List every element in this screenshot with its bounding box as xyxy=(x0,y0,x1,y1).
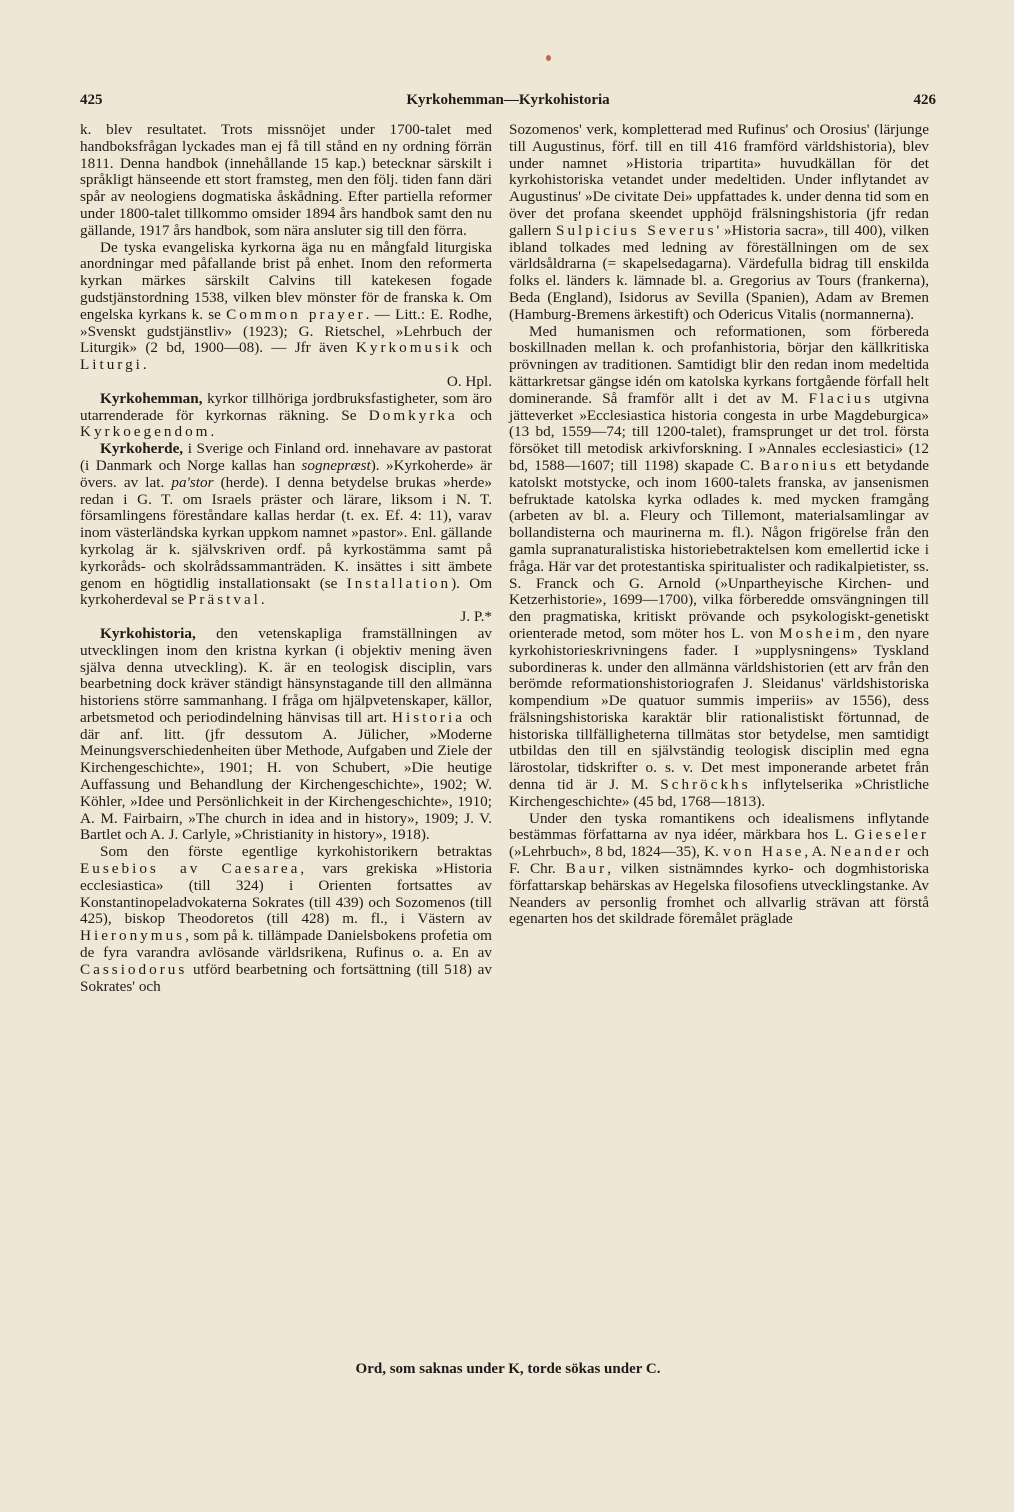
headword: Kyrkohemman, xyxy=(100,389,203,407)
paragraph: k. blev resultatet. Trots missnöjet under 1700-talet med handboksfrågan lyckades man ej få till stånd en ny ordning förrän 1811. Denna handbok (innehållande 15 kap.) betecknar särskilt i språkligt hänseende ett stort framsteg, men den följ. tiden fann däri spår av neologiens dogmatiska åskådning. Efter partiella reformer under 1800-talet tillkommo omsider 1894 års handbok samt den nu gällande, 1917 års handbok, som nära ansluter sig till den förra. xyxy=(80,121,492,239)
page-header xyxy=(80,92,936,114)
signature: O. Hpl. xyxy=(446,372,492,390)
left-column xyxy=(80,122,492,995)
entry-kyrkohemman: Kyrkohemman, kyrkor tillhöriga jordbruksfastigheter, som äro utarrenderade för kyrkornas räkning. Se Domkyrka och Kyrkoegendom. xyxy=(80,389,492,441)
paragraph: Med humanismen och reformationen, som förbereda boskillnaden mellan k. och profanhistoria, börjar den källkritiska prövningen av traditionen. Samtidigt blir den redan inom medeltida kättarkretsar gängse idén om katolska kyrkans fortgående förfall helt dominerande. Så framför allt i det av M. Flacius utgivna jätteverket »Ecclesiastica historia congesta in urbe Magdeburgica» (13 bd, 1559—74; till 1200-talet), framsprunget ur det trol. första försöket till metodisk arkivforskning. I »Annales ecclesiastici» (12 bd, 1588—1607; till 1198) skapade C. Baronius ett betydande katolskt motstycke, och inom 1600-talets franska, av jansenismen befruktade katolska kyrka odlades k. med mycken framgång (arbeten av bl. a. Fleury och Tillemont, materialsamlingar av bollandisterna och maurinerna m. fl.). Någon frigörelse från den gamla supranaturalistiska historiebetraktelsen kom emellertid icke i fråga. Här var det protestantiska spiritualister och radikalpietister, ss. S. Franck och G. Arnold (»Unpartheyische Kirchen- und Ketzerhistorie», 1699—1700), vilka förberedde omsvängningen till den pragmatiska, kritiskt prövande och psykologiskt-genetiskt orienterade metod, som möter hos L. von Mosheim, den nyare kyrkohistorieskrivningens fader. I »upplysningens» Tyskland subordineras k. under den allmänna världshistorien (ett arv från den berömde reformationshistoriografen J. Sleidanus' världshistoriska kompendium »De quatuor summis imperiis» av 1556), dess frälsningshistoriska karaktär blir rationalistiskt förtunnad, de historiska tillfälligheterna tillmätas stor betydelse, men samtidigt utbildas den till en självständig teologisk disciplin med egna lärostolar, tidskrifter o. s. v. Det mest imponerande arbetet från denna tid är J. M. Schröckhs inflytelserika »Christliche Kirchengeschichte» (45 bd, 1768—1813). xyxy=(509,322,930,810)
paragraph: Som den förste egentlige kyrkohistorikern betraktas Eusebios av Caesarea, vars grekiska »Historia ecclesiastica» (till 324) i Orienten fortsattes av Konstantinopeladvokaterna Sokrates (till 439) och Sozomenos (till 425), biskop Theodoretos (till 428) m. fl., i Västern av Hieronymus, som på k. tillämpade Danielsbokens profetia om de fyra varandra avlösande världsrikena, Rufinus o. a. En av Cassiodorus utförd bearbetning och fortsättning (till 518) av Sokrates' och xyxy=(80,843,492,995)
paragraph: Sozomenos' verk, kompletterad med Rufinus' och Orosius' (lärjunge till Augustinus, förf. till en till 416 framförd världshistoria), blev under namnet »Historia tripartita» huvudkällan för det kyrkohistoriska vetandet under medeltiden. Under inflytandet av Augustinus' »De civitate Dei» uppfattades k. under denna tid som en över det profana skeendet upphöjd frälsningshistoria (jfr redan gallern Sulpicius Severus' »Historia sacra», till 400), vilken ibland tolkades med ledning av föreställningen om de sex världsåldrarna (= skapelsedagarna). Värdefulla bidrag till enskilda folks el. länders k. lämnade bl. a. Gregorius av Tours (frankerna), Beda (England), Isidorus av Sevilla (Spanien), Adam av Bremen (Hamburg-Bremens ärkestift) och Odericus Vitalis (normannerna). xyxy=(509,121,929,323)
headword: Kyrkoherde, xyxy=(100,440,184,458)
headword: Kyrkohistoria, xyxy=(100,624,196,642)
paragraph: Under den tyska romantikens och idealismens inflytande bestämmas författarna av nya idéer, märkbara hos L. Gieseler (»Lehrbuch», 8 bd, 1824—35), K. von Hase, A. Neander och F. Chr. Baur, vilken sistnämndes kyrko- och dogmhistoriska författarskap behärskas av Hegelska filosofiens utvecklingstanke. Av Neanders av personlig fromhet och allvarlig strävan att förstå egenarten hos det skildrade föremålet präglade xyxy=(509,809,929,928)
entry-kyrkohistoria: Kyrkohistoria, den vetenskapliga framställningen av utvecklingen inom den kristna kyrkan (i objektiv mening även själva denna utveckling). K. är en teologisk disciplin, vars bearbetning dock kräver ständigt hänsynstagande till den allmänna historiens större sammanhang. I fråga om hjälpvetenskaper, källor, arbetsmetod och periodindelning hänvisas till art. Historia och där anf. litt. (jfr dessutom A. Jülicher, »Moderne Meinungsverschiedenheiten über Methode, Aufgaben und Ziele der Kirchengeschichte», 1901; H. von Schubert, »Die heutige Auffassung und Behandlung der Kirchengeschichte», 1902; W. Köhler, »Idee und Persönlichkeit in der Kirchengeschichte», 1910; A. M. Fairbairn, »The church in idea and in history», 1909; J. V. Bartlet och A. J. Carlyle, »Christianity in history», 1918). xyxy=(80,624,492,844)
ink-speck xyxy=(546,55,551,61)
running-title: Kyrkohemman—Kyrkohistoria xyxy=(406,92,610,108)
entry-kyrkoherde: Kyrkoherde, i Sverige och Finland ord. innehavare av pastorat (i Danmark och Norge kallas han sognepræst). »Kyrkoherde» är övers. av lat. pa'stor (herde). I denna betydelse brukas »herde» redan i G. T. om Israels präster och lärare, liksom i N. T. församlingens föreståndare kallas herdar (t. ex. Ef. 4: 11), varav inom västerländska kyrkan uppkom namnet »pastor». Enl. gällande kyrkolag är k. självskriven ordf. på kyrkostämma samt på kyrkoråds- och skolrådssammanträden. K. insättes i sitt ämbete genom en högtidlig installationsakt (se Installation). Om kyrkoherdeval se Prästval. J. P.* xyxy=(80,440,493,626)
page-number-right: 426 xyxy=(913,92,936,108)
page-number-left: 425 xyxy=(80,92,103,108)
signature: J. P.* xyxy=(460,608,492,626)
paragraph: De tyska evangeliska kyrkorna äga nu en mångfald liturgiska anordningar med påfallande brist på enhet. Inom den reformerta kyrkan märkes särskilt Calvins till katekesen fogade gudstjänstordning 1538, vilken blev mönster för de franska k. Om engelska kyrkans k. se Common prayer. — Litt.: E. Rodhe, »Svenskt gudstjänstliv» (1923); G. Rietschel, »Lehrbuch der Liturgik» (2 bd, 1900—08). — Jfr även Kyrkomusik och Liturgi. O. Hpl. xyxy=(80,238,492,390)
right-column xyxy=(509,122,929,928)
page-footer-note: Ord, som saknas under K, torde sökas under C. xyxy=(355,1361,661,1377)
